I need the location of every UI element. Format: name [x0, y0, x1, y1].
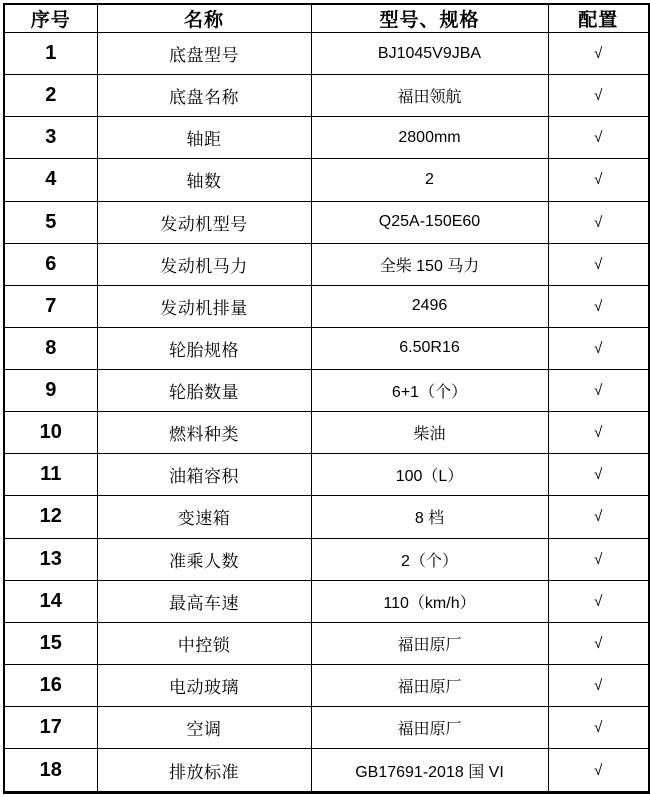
row-check-mark: √: [548, 707, 649, 749]
row-check-mark: √: [548, 327, 649, 369]
header-item-name: 名称: [97, 4, 311, 33]
table-row: [4, 580, 649, 622]
row-item-name: 轮胎数量: [97, 370, 311, 412]
row-serial-number: 14: [4, 580, 97, 622]
header-serial-number: 序号: [4, 4, 97, 33]
row-model-spec: 100（L）: [311, 454, 548, 496]
row-item-name: 轴数: [97, 159, 311, 201]
row-serial-number: 6: [4, 243, 97, 285]
row-serial-number: 2: [4, 75, 97, 117]
row-serial-number: 12: [4, 496, 97, 538]
row-check-mark: √: [548, 117, 649, 159]
row-item-name: 燃料种类: [97, 412, 311, 454]
row-check-mark: √: [548, 454, 649, 496]
row-model-spec: 6.50R16: [311, 327, 548, 369]
header-configuration: 配置: [548, 4, 649, 33]
row-model-spec: 2: [311, 159, 548, 201]
table-row: [4, 327, 649, 369]
table-row: [4, 370, 649, 412]
row-item-name: 底盘名称: [97, 75, 311, 117]
row-check-mark: √: [548, 159, 649, 201]
row-serial-number: 17: [4, 707, 97, 749]
row-check-mark: √: [548, 580, 649, 622]
row-serial-number: 8: [4, 327, 97, 369]
row-serial-number: 10: [4, 412, 97, 454]
row-serial-number: 5: [4, 201, 97, 243]
row-model-spec: 2800mm: [311, 117, 548, 159]
row-check-mark: √: [548, 75, 649, 117]
row-check-mark: √: [548, 33, 649, 75]
row-item-name: 电动玻璃: [97, 664, 311, 706]
row-model-spec: Q25A-150E60: [311, 201, 548, 243]
row-item-name: 变速箱: [97, 496, 311, 538]
row-model-spec: 全柴 150 马力: [311, 243, 548, 285]
table-row: [4, 664, 649, 706]
header-model-spec: 型号、规格: [311, 4, 548, 33]
row-model-spec: 110（km/h）: [311, 580, 548, 622]
header-row: [4, 4, 649, 33]
table-row: [4, 622, 649, 664]
row-item-name: 轮胎规格: [97, 327, 311, 369]
row-serial-number: 9: [4, 370, 97, 412]
table-row: [4, 243, 649, 285]
table-row: [4, 538, 649, 580]
row-item-name: 发动机型号: [97, 201, 311, 243]
table-row: [4, 159, 649, 201]
row-check-mark: √: [548, 285, 649, 327]
table-row: [4, 749, 649, 793]
row-item-name: 排放标准: [97, 749, 311, 793]
vehicle-spec-table: [3, 3, 650, 794]
row-item-name: 发动机马力: [97, 243, 311, 285]
row-serial-number: 15: [4, 622, 97, 664]
row-serial-number: 13: [4, 538, 97, 580]
row-model-spec: 柴油: [311, 412, 548, 454]
table-row: [4, 412, 649, 454]
row-check-mark: √: [548, 749, 649, 793]
row-check-mark: √: [548, 370, 649, 412]
table-row: [4, 707, 649, 749]
table-row: [4, 285, 649, 327]
row-model-spec: 6+1（个）: [311, 370, 548, 412]
row-model-spec: 福田原厂: [311, 622, 548, 664]
row-model-spec: 8 档: [311, 496, 548, 538]
row-serial-number: 18: [4, 749, 97, 793]
table-row: [4, 454, 649, 496]
row-item-name: 空调: [97, 707, 311, 749]
row-item-name: 最高车速: [97, 580, 311, 622]
row-serial-number: 4: [4, 159, 97, 201]
row-check-mark: √: [548, 496, 649, 538]
row-item-name: 轴距: [97, 117, 311, 159]
row-check-mark: √: [548, 664, 649, 706]
row-item-name: 底盘型号: [97, 33, 311, 75]
row-check-mark: √: [548, 538, 649, 580]
row-check-mark: √: [548, 201, 649, 243]
row-check-mark: √: [548, 622, 649, 664]
table-row: [4, 33, 649, 75]
row-serial-number: 1: [4, 33, 97, 75]
row-item-name: 发动机排量: [97, 285, 311, 327]
row-model-spec: GB17691-2018 国 VI: [311, 749, 548, 793]
row-item-name: 中控锁: [97, 622, 311, 664]
row-model-spec: 2496: [311, 285, 548, 327]
table-row: [4, 496, 649, 538]
row-model-spec: 福田原厂: [311, 664, 548, 706]
row-serial-number: 11: [4, 454, 97, 496]
row-check-mark: √: [548, 412, 649, 454]
row-model-spec: 2（个）: [311, 538, 548, 580]
row-item-name: 油箱容积: [97, 454, 311, 496]
row-item-name: 准乘人数: [97, 538, 311, 580]
row-model-spec: 福田原厂: [311, 707, 548, 749]
row-serial-number: 7: [4, 285, 97, 327]
row-model-spec: 福田领航: [311, 75, 548, 117]
table-row: [4, 201, 649, 243]
row-check-mark: √: [548, 243, 649, 285]
row-serial-number: 16: [4, 664, 97, 706]
row-model-spec: BJ1045V9JBA: [311, 33, 548, 75]
table-row: [4, 75, 649, 117]
row-serial-number: 3: [4, 117, 97, 159]
table-row: [4, 117, 649, 159]
